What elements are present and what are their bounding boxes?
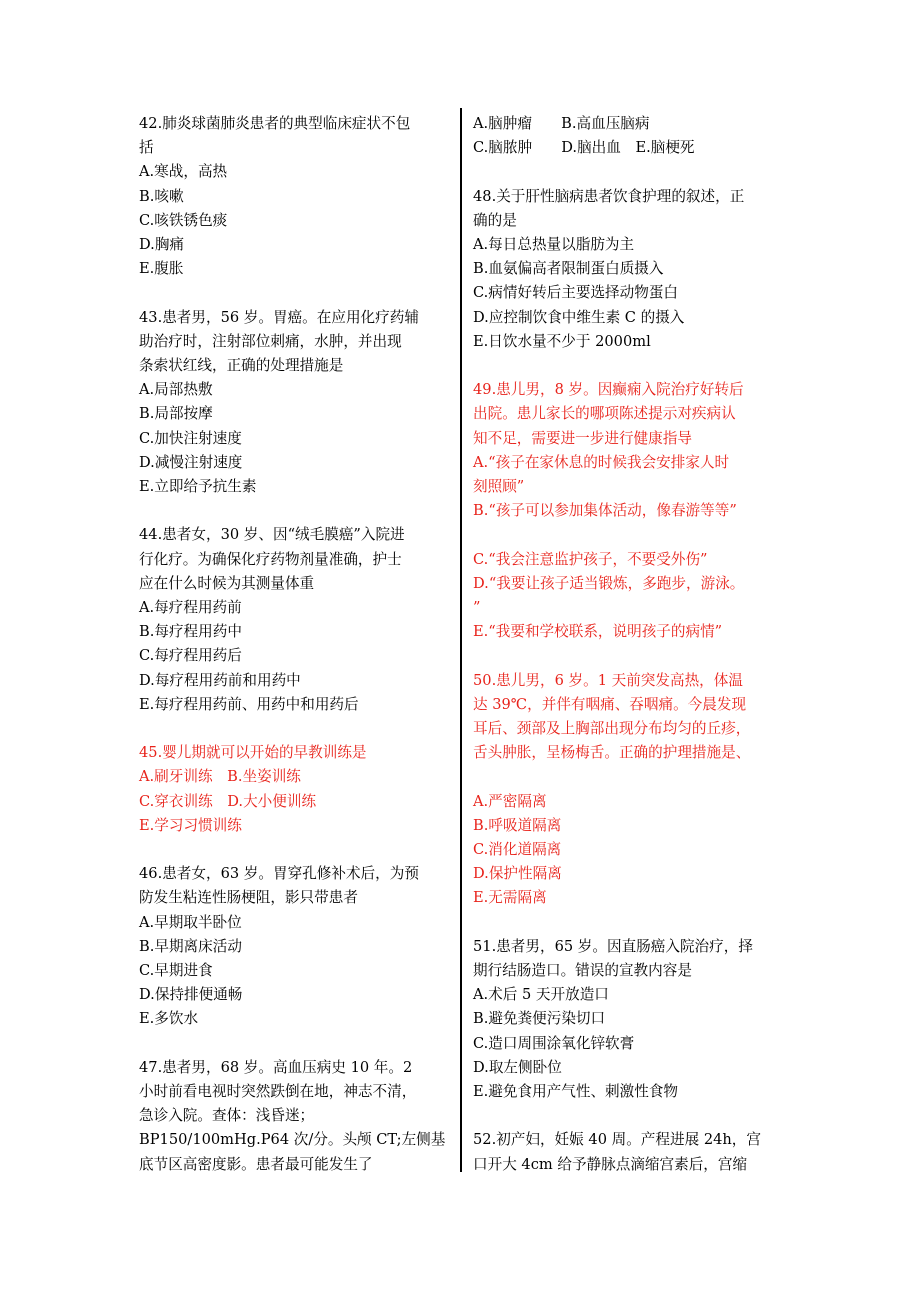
question-stem-line: 51.患者男，65 岁。因直肠癌入院治疗，择 (473, 937, 753, 955)
question-52 (473, 1128, 785, 1176)
question-48 (473, 185, 785, 354)
question-50 (473, 669, 785, 911)
question-line: D.“我要让孩子适当锻炼，多跑步，游泳。 (473, 574, 745, 592)
question-line: 应在什么时候为其测量体重 (139, 574, 315, 592)
question-line: C.早期进食 (139, 962, 213, 980)
question-line: A.脑肿瘤 B.高血压脑病 (473, 115, 650, 132)
question-stem-line: 45.婴儿期就可以开始的早教训练是 (139, 744, 367, 762)
question-line: 急诊入院。查体：浅昏迷； (139, 1107, 315, 1125)
question-stem-line: 48.关于肝性脑病患者饮食护理的叙述，正 (473, 187, 745, 205)
right-column (473, 112, 785, 1201)
question-stem-line: 50.患儿男，6 岁。1 天前突发高热，体温 (473, 671, 743, 689)
question-line: E.立即给予抗生素 (139, 478, 257, 496)
question-line: 期行结肠造口。错误的宣教内容是 (473, 962, 692, 980)
question-45 (139, 741, 449, 838)
question-line: E.日饮水量不少于 2000ml (473, 332, 651, 350)
question-line: E.腹胀 (139, 260, 184, 278)
question-line: E.避免食用产气性、刺激性食物 (473, 1083, 679, 1101)
question-line: A.“孩子在家休息的时候我会安排家人时 (473, 453, 730, 471)
question-line: D.胸痛 (139, 236, 185, 254)
question-line: B.“孩子可以参加集体活动，像春游等等” (473, 502, 737, 520)
question-line: 行化疗。为确保化疗药物剂量准确，护士 (139, 550, 402, 568)
question-line: D.减慢注射速度 (139, 453, 243, 471)
question-line: D.取左侧卧位 (473, 1058, 562, 1076)
question-line: A.早期取半卧位 (139, 913, 242, 931)
blank-line (473, 765, 785, 789)
question-line: A.严密隔离 (473, 792, 547, 810)
question-line: B.局部按摩 (139, 405, 213, 423)
question-line: E.学习习惯训练 (139, 816, 242, 834)
question-line: A.术后 5 天开放造口 (473, 986, 609, 1004)
question-line: C.消化道隔离 (473, 841, 562, 859)
question-stem-line: 42.肺炎球菌肺炎患者的典型临床症状不包 (139, 115, 411, 132)
question-line: 舌头肿胀，呈杨梅舌。正确的护理措施是、 (473, 744, 751, 762)
question-line: 括 (139, 139, 154, 157)
question-44 (139, 523, 449, 717)
question-line: B.咳嗽 (139, 187, 184, 205)
question-47 (139, 1056, 449, 1177)
question-46 (139, 862, 449, 1031)
question-line: 条索状红线，正确的处理措施是 (139, 357, 344, 375)
question-line: B.每疗程用药中 (139, 623, 242, 641)
question-line: D.保护性隔离 (473, 865, 562, 883)
question-line: C.“我会注意监护孩子，不要受外伤” (473, 550, 708, 568)
question-line: A.寒战，高热 (139, 163, 228, 181)
question-line: B.早期离床活动 (139, 937, 242, 955)
question-line: 达 39℃，并伴有咽痛、吞咽痛。今晨发现 (473, 695, 747, 713)
column-divider (460, 108, 462, 1172)
question-line: A.局部热敷 (139, 381, 213, 399)
question-line: 底节区高密度影。患者最可能发生了 (139, 1155, 373, 1173)
question-42 (139, 112, 449, 281)
question-stem-line: 46.患者女，63 岁。胃穿孔修补术后，为预 (139, 865, 419, 883)
question-line: 知不足，需要进一步进行健康指导 (473, 429, 692, 447)
question-stem-line: 52.初产妇，妊娠 40 周。产程进展 24h，宫 (473, 1131, 761, 1149)
question-line: A.每日总热量以脂肪为主 (473, 236, 635, 253)
question-43 (139, 306, 449, 500)
question-line: A.每疗程用药前 (139, 599, 242, 617)
question-line: 口开大 4cm 给予静脉点滴缩宫素后，宫缩 (473, 1155, 748, 1173)
question-line: C.病情好转后主要选择动物蛋白 (473, 284, 679, 302)
question-line: E.“我要和学校联系，说明孩子的病情” (473, 623, 723, 641)
question-line: C.穿衣训练 D.大小便训练 (139, 792, 317, 810)
question-line: ” (473, 599, 481, 617)
question-line: 刻照顾” (473, 478, 525, 496)
question-line: C.每疗程用药后 (139, 647, 242, 665)
question-line: C.造口周围涂氧化锌软膏 (473, 1034, 635, 1052)
question-47-options (473, 112, 785, 160)
question-stem-line: 47.患者男，68 岁。高血压病史 10 年。2 (139, 1058, 413, 1076)
question-line: 出院。患儿家长的哪项陈述提示对疾病认 (473, 405, 736, 423)
question-line: B.呼吸道隔离 (473, 816, 562, 834)
question-line: C.脑脓肿 D.脑出血 E.脑梗死 (473, 139, 695, 157)
question-line: C.咳铁锈色痰 (139, 211, 228, 229)
question-stem-line: 44.患者女，30 岁、因“绒毛膜癌”入院进 (139, 526, 405, 544)
question-line: E.多饮水 (139, 1010, 199, 1028)
question-line: D.应控制饮食中维生素 C 的摄入 (473, 308, 685, 326)
question-line: 确的是 (473, 211, 517, 229)
question-line: A.刷牙训练 B.坐姿训练 (139, 768, 301, 786)
question-line: C.加快注射速度 (139, 429, 242, 447)
question-line: B.血氨偏高者限制蛋白质摄入 (473, 260, 664, 278)
question-line: E.每疗程用药前、用药中和用药后 (139, 695, 359, 713)
question-line: D.每疗程用药前和用药中 (139, 671, 301, 689)
question-stem-line: 43.患者男，56 岁。胃癌。在应用化疗药辅 (139, 308, 419, 326)
question-line: 助治疗时，注射部位刺痛，水肿，并出现 (139, 332, 402, 350)
question-49 (473, 378, 785, 644)
left-column (139, 112, 449, 1201)
question-stem-line: 49.患儿男，8 岁。因癫痫入院治疗好转后 (473, 381, 744, 399)
question-line: E.无需隔离 (473, 889, 547, 907)
question-51 (473, 935, 785, 1104)
blank-line (473, 523, 785, 547)
question-line: D.保持排便通畅 (139, 986, 243, 1004)
question-line: B.避免粪便污染切口 (473, 1010, 606, 1028)
question-line: 耳后、颈部及上胸部出现分布均匀的丘疹， (473, 720, 751, 738)
question-line: 防发生粘连性肠梗阻，影只带患者 (139, 889, 358, 907)
question-line: 小时前看电视时突然跌倒在地，神志不清， (139, 1083, 417, 1101)
question-line: BP150/100mHg.P64 次/分。头颅 CT;左侧基 (139, 1131, 446, 1149)
